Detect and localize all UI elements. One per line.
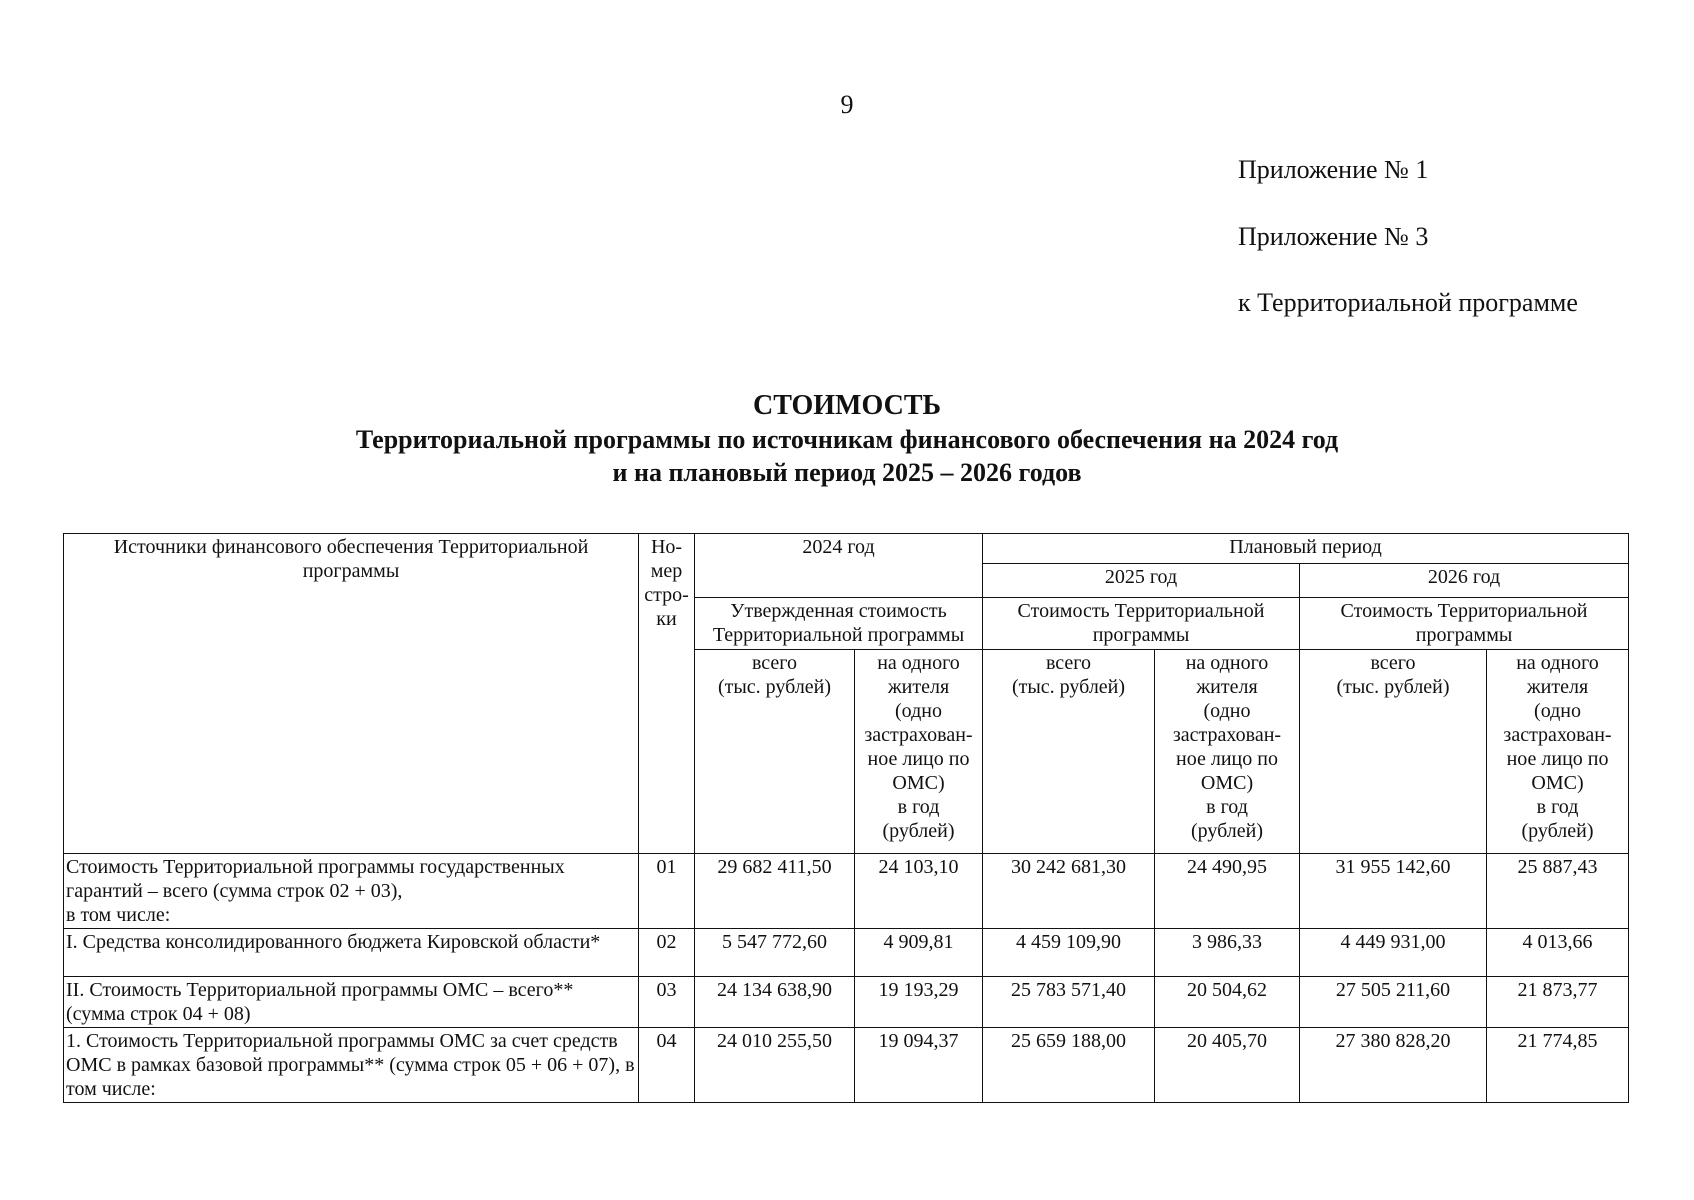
header-per-person-2025: на одного жителя (одно застрахован- ное лицо по ОМС) в год (рублей) bbox=[1155, 650, 1300, 854]
cell-2026-total: 27 380 828,20 bbox=[1300, 1028, 1487, 1103]
appendix-line-1: Приложение № 1 bbox=[1238, 155, 1429, 184]
cell-2024-total: 24 010 255,50 bbox=[695, 1028, 855, 1103]
cell-2024-per-person: 19 193,29 bbox=[855, 977, 983, 1028]
header-per-person-2026: на одного жителя (одно застрахован- ное лицо по ОМС) в год (рублей) bbox=[1487, 650, 1629, 854]
table-row bbox=[64, 929, 1629, 977]
document-subtitle-line-2: и на плановый период 2025 – 2026 годов bbox=[612, 458, 1082, 487]
cost-table bbox=[63, 533, 1629, 1103]
document-subtitle-line-1: Территориальной программы по источникам финансового обеспечения на 2024 год bbox=[355, 425, 1339, 454]
header-planned-period: Плановый период bbox=[983, 534, 1629, 564]
cell-2025-per-person: 3 986,33 bbox=[1155, 929, 1300, 977]
row-label: II. Стоимость Территориальной программы ОМС – всего** (сумма строк 04 + 08) bbox=[64, 977, 639, 1028]
cell-2025-total: 30 242 681,30 bbox=[983, 854, 1155, 929]
cell-2024-per-person: 24 103,10 bbox=[855, 854, 983, 929]
appendix-line-2: Приложение № 3 bbox=[1238, 222, 1429, 251]
cell-2025-per-person: 20 504,62 bbox=[1155, 977, 1300, 1028]
appendix-line-3: к Территориальной программе bbox=[1238, 288, 1578, 317]
table-row bbox=[64, 1028, 1629, 1103]
cell-2026-total: 31 955 142,60 bbox=[1300, 854, 1487, 929]
row-number: 01 bbox=[639, 854, 695, 929]
header-total-2026: всего (тыс. рублей) bbox=[1300, 650, 1487, 854]
cell-2024-per-person: 19 094,37 bbox=[855, 1028, 983, 1103]
header-approved-cost-2024: Утвержденная стоимость Территориальной программы bbox=[695, 598, 983, 650]
cell-2025-per-person: 20 405,70 bbox=[1155, 1028, 1300, 1103]
header-total-2025: всего (тыс. рублей) bbox=[983, 650, 1155, 854]
header-year-2025: 2025 год bbox=[983, 564, 1300, 598]
row-label: I. Средства консолидированного бюджета Кировской области* bbox=[64, 929, 639, 977]
row-number: 03 bbox=[639, 977, 695, 1028]
cell-2026-total: 4 449 931,00 bbox=[1300, 929, 1487, 977]
row-number: 02 bbox=[639, 929, 695, 977]
header-cost-2025: Стоимость Территориальной программы bbox=[983, 598, 1300, 650]
header-year-2026: 2026 год bbox=[1300, 564, 1629, 598]
cell-2024-per-person: 4 909,81 bbox=[855, 929, 983, 977]
header-per-person-2024: на одного жителя (одно застрахован- ное лицо по ОМС) в год (рублей) bbox=[855, 650, 983, 854]
header-row-number: Но- мер стро- ки bbox=[639, 534, 695, 854]
cell-2024-total: 5 547 772,60 bbox=[695, 929, 855, 977]
page-number: 9 bbox=[840, 90, 854, 119]
cell-2026-per-person: 4 013,66 bbox=[1487, 929, 1629, 977]
header-total-2024: всего (тыс. рублей) bbox=[695, 650, 855, 854]
header-year-2024: 2024 год bbox=[695, 534, 983, 598]
row-label: 1. Стоимость Территориальной программы ОМС за счет средств ОМС в рамках базовой программы** (сумма строк 05 + 06 + 07), в том числе: bbox=[64, 1028, 639, 1103]
cell-2025-total: 25 783 571,40 bbox=[983, 977, 1155, 1028]
cell-2026-per-person: 21 873,77 bbox=[1487, 977, 1629, 1028]
cell-2025-total: 25 659 188,00 bbox=[983, 1028, 1155, 1103]
table-row bbox=[64, 977, 1629, 1028]
cell-2026-per-person: 25 887,43 bbox=[1487, 854, 1629, 929]
cell-2024-total: 29 682 411,50 bbox=[695, 854, 855, 929]
cell-2026-total: 27 505 211,60 bbox=[1300, 977, 1487, 1028]
header-cost-2026: Стоимость Территориальной программы bbox=[1300, 598, 1629, 650]
cell-2025-per-person: 24 490,95 bbox=[1155, 854, 1300, 929]
table-row bbox=[64, 854, 1629, 929]
cell-2025-total: 4 459 109,90 bbox=[983, 929, 1155, 977]
row-label: Стоимость Территориальной программы государственных гарантий – всего (сумма строк 02 + 03), в том числе: bbox=[64, 854, 639, 929]
header-source: Источники финансового обеспечения Территориальной программы bbox=[64, 534, 639, 854]
row-number: 04 bbox=[639, 1028, 695, 1103]
cell-2026-per-person: 21 774,85 bbox=[1487, 1028, 1629, 1103]
cell-2024-total: 24 134 638,90 bbox=[695, 977, 855, 1028]
document-title: СТОИМОСТЬ bbox=[752, 390, 942, 421]
